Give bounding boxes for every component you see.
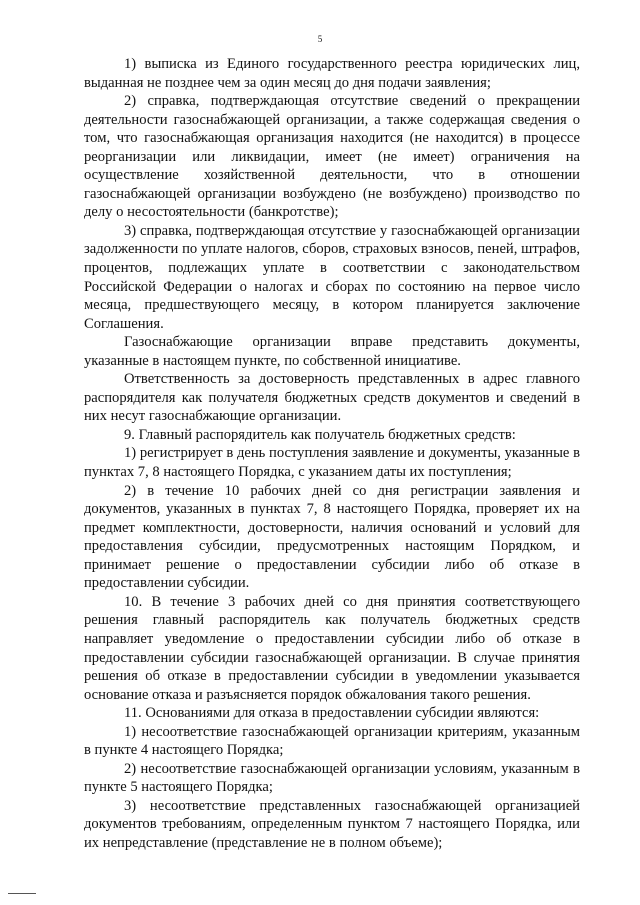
- paragraph-item-11-3: 3) несоответствие представленных газоснабжающей организацией документов требованиям, определенным пунктом 7 настоящего Порядка, или их непредставление (представление не в полном объеме);: [84, 797, 580, 851]
- document-body: [84, 55, 580, 853]
- paragraph-certificate-activity: 2) справка, подтверждающая отсутствие сведений о прекращении деятельности газоснабжающей организации, а также содержащая сведения о том, что газоснабжающая организация находится (не находится) в процессе реорганизации или ликвидации, имеет (не имеет) ограничения на осуществление хозяйственной деятельности, что в отношении газоснабжающей организации возбуждено (не возбуждено) производство по делу о несостоятельности (банкротстве);: [84, 93, 580, 221]
- paragraph-item-9-2: 2) в течение 10 рабочих дней со дня регистрации заявления и документов, указанных в пунктах 7, 8 настоящего Порядка, проверяет их на предмет комплектности, достоверности, наличия оснований и условий для предоставления субсидии, предусмотренных настоящим Порядком, и принимает решение о предоставлении субсидии либо об отказе в предоставлении субсидии.: [84, 482, 580, 592]
- paragraph-item-11-1: 1) несоответствие газоснабжающей организации критериям, указанным в пункте 4 настоящего Порядка;: [84, 723, 580, 759]
- paragraph-item-11: 11. Основаниями для отказа в предоставлении субсидии являются:: [124, 705, 540, 722]
- paragraph-item-9: 9. Главный распорядитель как получатель бюджетных средств:: [124, 426, 516, 443]
- paragraph-own-initiative: Газоснабжающие организации вправе представить документы, указанные в настоящем пункте, по собственной инициативе.: [84, 334, 580, 369]
- paragraph-extract-registry: 1) выписка из Единого государственного реестра юридических лиц, выданная не позднее чем за один месяц до дня подачи заявления;: [84, 56, 580, 91]
- paragraph-item-9-1: 1) регистрирует в день поступления заявление и документы, указанные в пунктах 7, 8 настоящего Порядка, с указанием даты их поступления;: [84, 445, 580, 481]
- page-number: 5: [317, 34, 323, 44]
- paragraph-responsibility: Ответственность за достоверность представленных в адрес главного распорядителя как получателя бюджетных средств документов и сведений в них несут газоснабжающие организации.: [84, 371, 580, 425]
- paragraph-item-11-2: 2) несоответствие газоснабжающей организации условиям, указанным в пункте 5 настоящего Порядка;: [84, 760, 580, 796]
- paragraph-certificate-taxes: 3) справка, подтверждающая отсутствие у газоснабжающей организации задолженности по уплате налогов, сборов, страховых взносов, пеней, штрафов, процентов, подлежащих уплате в соответствии с законодательством Российской Федерации о налогах и сборах по состоянию на первое число месяца, предшествующего месяцу, в котором планируется заключение Соглашения.: [84, 222, 580, 332]
- footer-rule: [8, 893, 36, 894]
- paragraph-item-10: 10. В течение 3 рабочих дней со дня принятия соответствующего решения главный распорядитель как получатель бюджетных средств направляет уведомление о предоставлении субсидии либо об отказе в предоставлении субсидии газоснабжающей организации. В случае принятия решения об отказе в предоставлении субсидии в уведомлении указывается основание отказа и разъясняется порядок обжалования такого решения.: [84, 593, 580, 703]
